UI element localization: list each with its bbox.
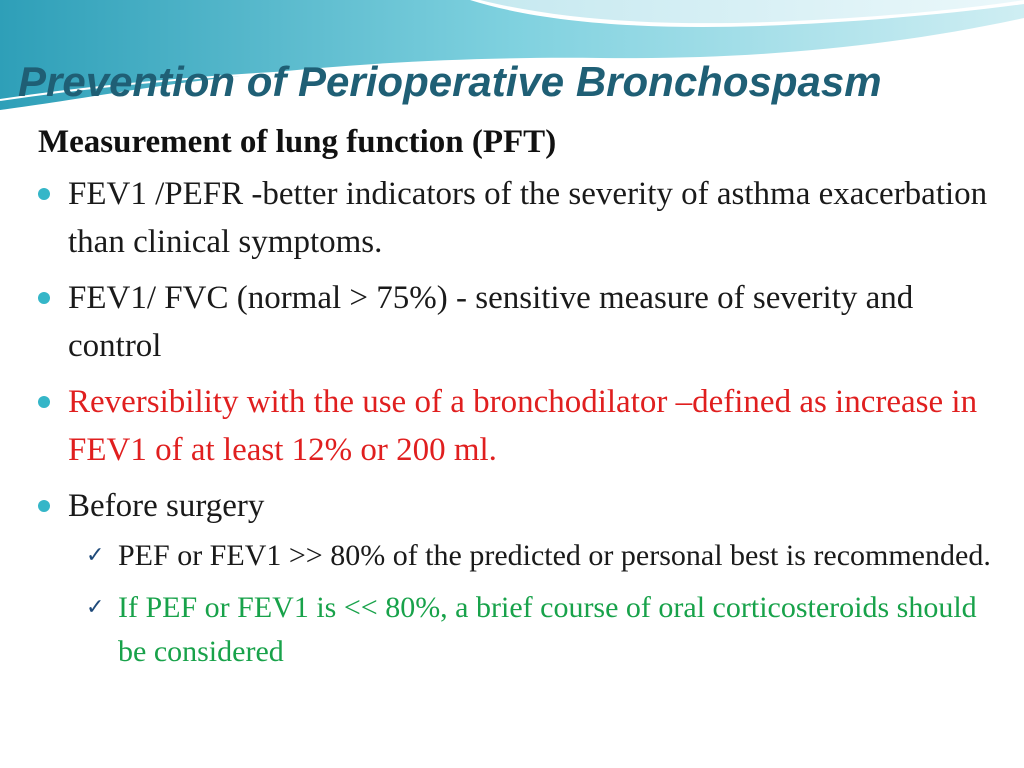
- sub-bullet-text: PEF or FEV1 >> 80% of the predicted or personal best is recommended.: [118, 539, 991, 572]
- subheading: Measurement of lung function (PFT): [38, 124, 557, 160]
- bullet-dot-icon: [38, 188, 50, 200]
- bullet-dot-icon: [38, 500, 50, 512]
- sub-bullet-item: [78, 534, 998, 578]
- bullet-item: [38, 482, 998, 674]
- slide-content: [38, 120, 998, 682]
- bullet-dot-icon: [38, 396, 50, 408]
- bullet-dot-icon: [38, 292, 50, 304]
- bullet-item: [38, 274, 998, 370]
- checkmark-icon: ✓: [86, 595, 105, 620]
- bullet-list: [38, 170, 998, 674]
- sub-bullet-item-highlighted: [78, 586, 998, 674]
- bullet-text: Reversibility with the use of a bronchodilator –defined as increase in FEV1 of at least 12% or 200 ml.: [68, 384, 978, 468]
- bullet-text: Before surgery: [68, 488, 265, 524]
- sub-bullet-text: If PEF or FEV1 is << 80%, a brief course of oral corticosteroids should be considered: [118, 591, 977, 668]
- bullet-item: [38, 170, 998, 266]
- bullet-item-highlighted: [38, 378, 998, 474]
- checkmark-icon: ✓: [86, 543, 105, 568]
- slide-title: Prevention of Perioperative Bronchospasm: [18, 58, 882, 105]
- bullet-text: FEV1 /PEFR -better indicators of the severity of asthma exacerbation than clinical symptoms.: [68, 176, 988, 260]
- bullet-text: FEV1/ FVC (normal > 75%) - sensitive measure of severity and control: [68, 280, 914, 364]
- sub-bullet-list: [68, 534, 998, 674]
